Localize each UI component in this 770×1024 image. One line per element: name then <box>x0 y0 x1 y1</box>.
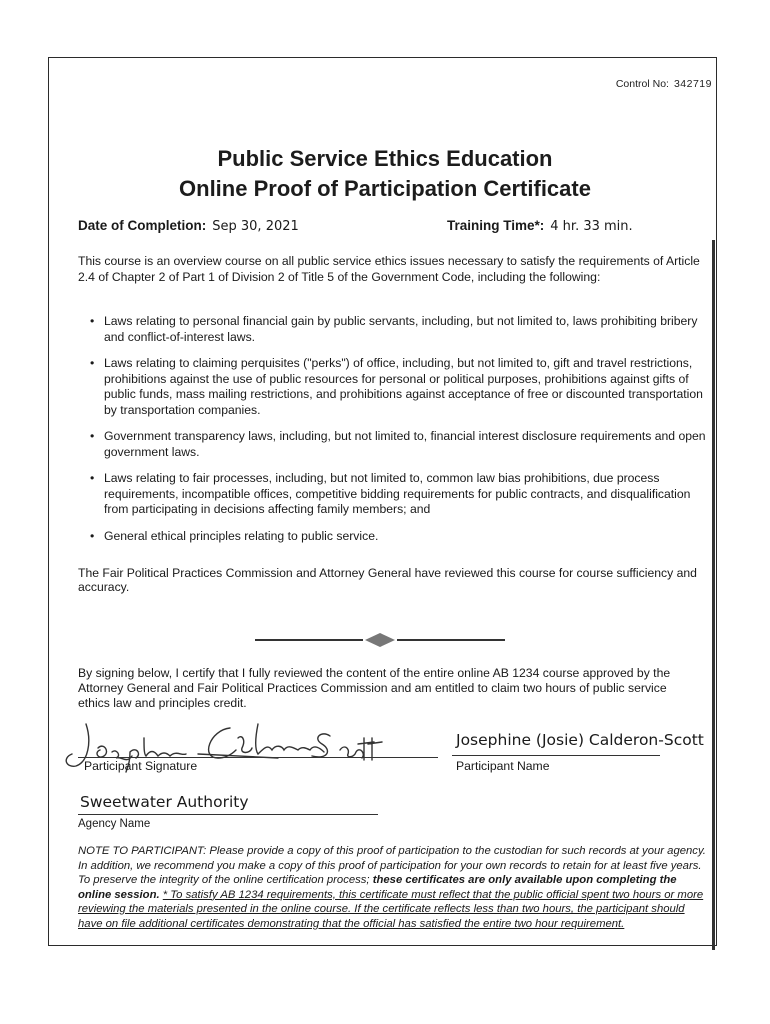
list-item: • Laws relating to personal financial gain by public servants, including, but not limited to, laws prohibiting bribery and conflict-of-interest laws. <box>88 314 708 345</box>
certification-statement: By signing below, I certify that I fully reviewed the content of the entire online AB 1234 course approved by the Attorney General and Fair Political Practices Commission and am entitled to claim two hours of public service ethics law and principles credit. <box>78 666 671 710</box>
training-time-label: Training Time*: <box>447 218 545 233</box>
list-item: • Government transparency laws, including, but not limited to, financial interest disclosure requirements and open government laws. <box>88 429 708 460</box>
note-requirement: * To satisfy AB 1234 requirements, this certificate must reflect that the public official spent two hours or more reviewing the materials presented in the online course. If the certificate reflects less than two hours, the participant should have on file additional certificates demonstrating that the official has satisfied the entire two hour requirement. <box>78 888 704 930</box>
topic-list <box>88 314 708 555</box>
page-subtitle: Online Proof of Participation Certificate <box>179 176 591 201</box>
control-number <box>616 78 712 90</box>
training-time-value: 4 hr. 33 min. <box>550 219 633 234</box>
agency-name-value: Sweetwater Authority <box>80 793 249 811</box>
agency-line <box>78 814 378 815</box>
signature-line <box>78 757 438 758</box>
training-time <box>447 218 633 234</box>
control-number-value: 342719 <box>673 78 712 90</box>
name-line <box>452 755 660 756</box>
review-statement: The Fair Political Practices Commission and Attorney General have reviewed this course for course sufficiency and accuracy. <box>78 566 697 594</box>
participant-signature-label: Participant Signature <box>84 759 198 773</box>
participant-name-value: Josephine (Josie) Calderon-Scott <box>456 731 704 749</box>
ornamental-divider <box>255 630 505 650</box>
participant-note <box>78 844 710 931</box>
agency-name-label: Agency Name <box>78 818 151 830</box>
completion-date <box>78 218 299 234</box>
list-item: • General ethical principles relating to public service. <box>88 529 708 545</box>
completion-date-label: Date of Completion: <box>78 218 207 233</box>
list-item: • Laws relating to claiming perquisites ("perks") of office, including, but not limited to, gift and travel restrictions, prohibitions against the use of public resources for personal or political purposes, prohibitions against gifts of public funds, mass mailing restrictions, and prohibitions against acceptance of free or discounted transportation by transportation companies. <box>88 356 708 418</box>
intro-paragraph: This course is an overview course on all public service ethics issues necessary to satisfy the requirements of Article 2.4 of Chapter 2 of Part 1 of Division 2 of Title 5 of the Government Code, including the following: <box>78 254 700 284</box>
page-title: Public Service Ethics Education <box>217 146 553 171</box>
border-edge <box>712 240 715 950</box>
completion-date-value: Sep 30, 2021 <box>212 219 299 234</box>
note-availability: these certificates are only available upon completing the online session. <box>78 874 677 901</box>
list-item: • Laws relating to fair processes, including, but not limited to, common law bias prohibitions, due process requirements, incompatible offices, competitive bidding requirements for public contracts, and disqualification from participating in decisions affecting family members; and <box>88 471 708 518</box>
participant-name-label: Participant Name <box>456 759 550 773</box>
note-intro: NOTE TO PARTICIPANT: Please provide a copy of this proof of participation to the custodian for such records at your agency. In addition, we recommend you make a copy of this proof of participation for your own records to retain for at least five years. To preserve the integrity of the online certification process; <box>78 845 706 886</box>
control-number-label: Control No: <box>615 78 669 90</box>
